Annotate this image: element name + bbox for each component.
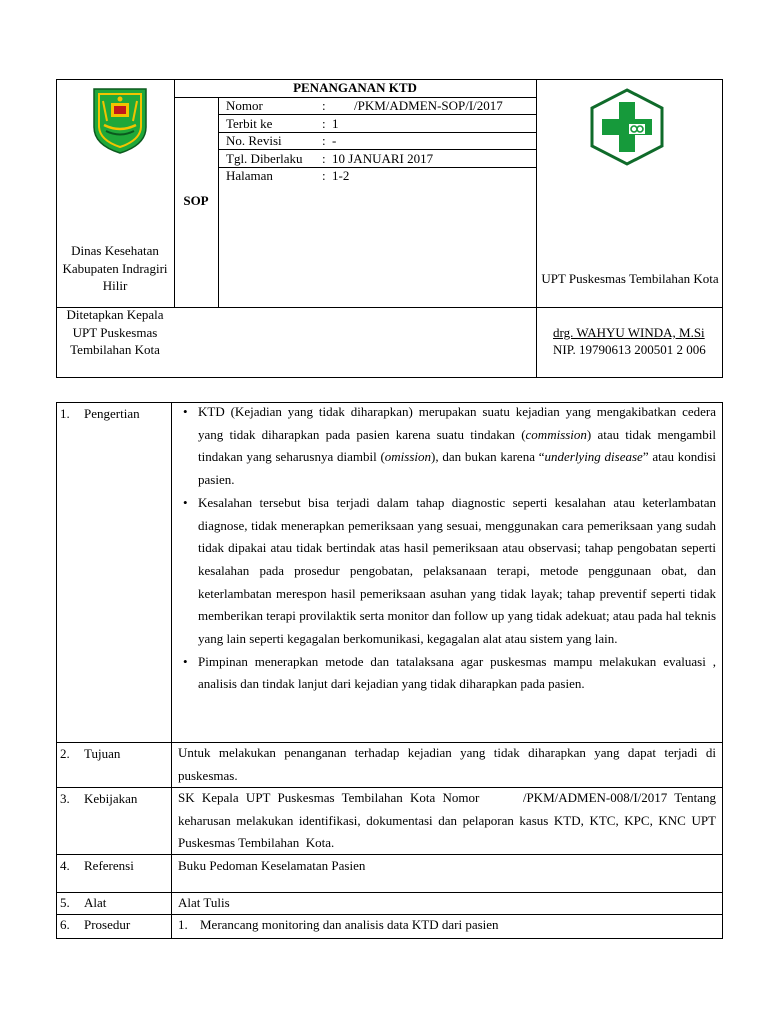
field-colon: : [322, 98, 326, 113]
kebijakan-content: SK Kepala UPT Puskesmas Tembilahan Kota Nomor /PKM/ADMEN-008/I/2017 Tentang keharusan melakukan identifikasi, dokumentasi dan pelaporan kasus KTD, KTC, KPC, KNC UPT Puskesmas Tembilahan Kota. [178, 790, 720, 851]
pengertian-bullet-1: • KTD (Kejadian yang tidak diharapkan) merupakan suatu kejadian yang mengakibatkan cedera yang tidak diharapkan pada pasien karena suatu tindakan (commission) atau tidak mengambil tindakan yang seharusnya diambil (omission), dan bukan karena “underlying disease” atau kondisi pasien. [178, 401, 716, 492]
tujuan-content: Untuk melakukan penanganan terhadap kejadian yang tidak diharapkan yang dapat terjadi di puskesmas. [178, 745, 716, 783]
field-key: Halaman [226, 168, 273, 183]
field-halaman [218, 167, 536, 185]
step-text: Merancang monitoring dan analisis data KTD dari pasien [200, 917, 499, 932]
alat-content: Alat Tulis [178, 895, 230, 910]
field-terbit [218, 115, 536, 133]
prosedur-step-1 [178, 916, 499, 933]
referensi-content: Buku Pedoman Keselamatan Pasien [178, 858, 366, 873]
field-colon: : [322, 168, 326, 183]
row-number: 3. [60, 791, 70, 806]
pengertian-content [178, 401, 716, 696]
regency-emblem-icon [90, 87, 150, 155]
row-number: 6. [60, 917, 70, 932]
field-value: 1 [332, 116, 339, 131]
field-key: Nomor [226, 98, 263, 113]
row-label: Tujuan [84, 746, 121, 761]
field-value: 1-2 [332, 168, 350, 183]
field-key: Terbit ke [226, 116, 273, 131]
field-colon: : [322, 151, 326, 166]
field-value: 10 JANUARI 2017 [332, 151, 434, 166]
signer-name: drg. WAHYU WINDA, M.Si [553, 325, 705, 340]
row-number: 1. [60, 406, 70, 421]
row-label-prosedur [60, 916, 131, 933]
row-label: Referensi [84, 858, 134, 873]
field-key: Tgl. Diberlaku [226, 151, 303, 166]
document-title: PENANGANAN KTD [293, 80, 417, 95]
row-label-kebijakan [60, 790, 138, 807]
row-label-referensi [60, 857, 134, 874]
signer-nip: NIP. 19790613 200501 2 006 [553, 342, 706, 357]
field-nomor [218, 97, 536, 115]
right-organization: UPT Puskesmas Tembilahan Kota [541, 271, 719, 286]
row-label: Alat [84, 895, 107, 910]
field-colon: : [322, 116, 326, 131]
field-revisi [218, 132, 536, 150]
row-label: Kebijakan [84, 791, 138, 806]
ditetapkan-label: Ditetapkan Kepala UPT Puskesmas Tembilahan Kota [66, 307, 164, 357]
row-label-tujuan [60, 745, 121, 762]
left-organization: Dinas Kesehatan Kabupaten Indragiri Hilir [62, 243, 168, 293]
row-label: Prosedur [84, 917, 131, 932]
row-label: Pengertian [84, 406, 140, 421]
pengertian-bullet-3: • Pimpinan menerapkan metode dan tatalaksana agar puskesmas mampu melakukan evaluasi , analisis dan tindak lanjut dari kejadian yang tidak diharapkan pada pasien. [178, 651, 716, 696]
row-number: 5. [60, 895, 70, 910]
field-tgl-diberlaku [218, 150, 536, 168]
sop-label: SOP [183, 193, 209, 208]
row-number: 4. [60, 858, 70, 873]
row-label-alat [60, 894, 107, 911]
field-value: - [332, 133, 337, 148]
field-colon: : [322, 133, 326, 148]
pengertian-bullet-2: • Kesalahan tersebut bisa terjadi dalam tahap diagnostic seperti kesalahan atau keterlambatan diagnose, tidak menerapkan pemeriksaan yang sesuai, menggunakan cara pemeriksaan yang sudah tidak dipakai atau tidak bertindak atas hasil pemeriksaan atau observasi; tahap pengobatan seperti kesalahan pada prosedur pengobatan, pelaksanaan terapi, metode penggunaan obat, dan keterlambatan merespon hasil pemeriksaan asuhan yang tidak layak; tahap preventif seperti tidak memberikan terapi provilaktik serta monitor dan follow up yang tidak adekuat; atau pada hal teknis yang lain seperti kegagalan berkomunikasi, kegagalan alat atau sistem yang lain. [178, 492, 716, 651]
row-number: 2. [60, 746, 70, 761]
field-value: /PKM/ADMEN-SOP/I/2017 [354, 98, 503, 113]
row-label-pengertian [60, 405, 140, 422]
puskesmas-logo-icon [589, 88, 665, 166]
field-key: No. Revisi [226, 133, 282, 148]
step-number: 1. [178, 917, 188, 932]
